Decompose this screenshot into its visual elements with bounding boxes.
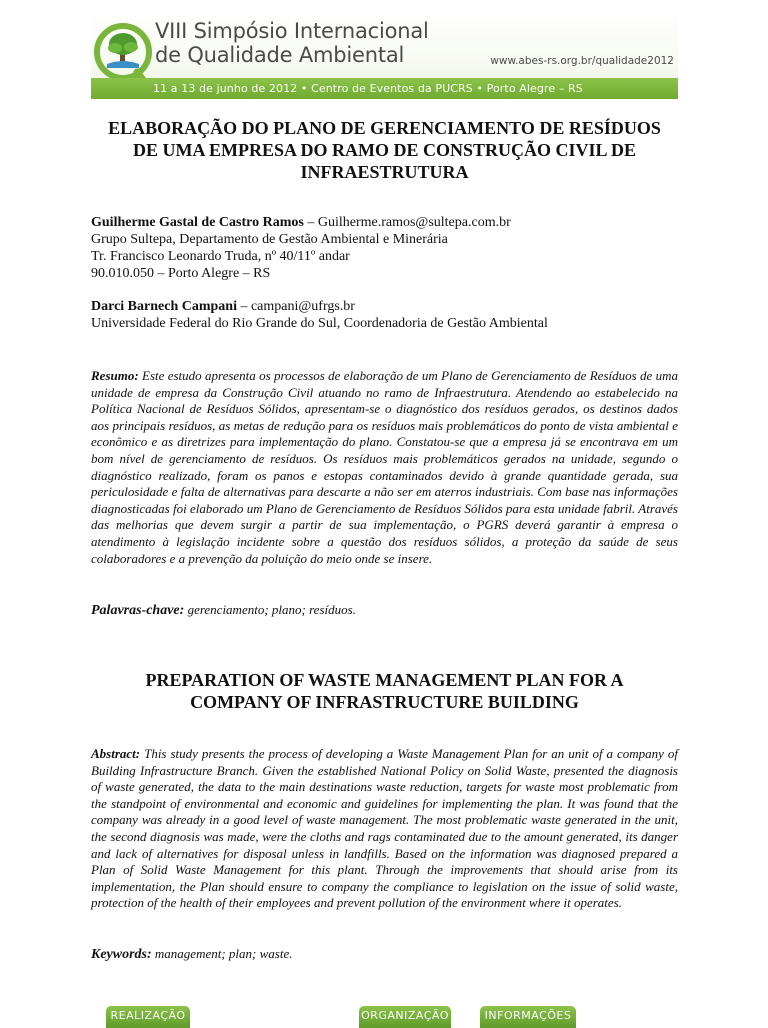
palavras-chave — [91, 602, 678, 619]
event-info-text: 11 a 13 de junho de 2012 • Centro de Eventos da PUCRS • Porto Alegre – RS — [153, 82, 583, 95]
event-banner — [91, 10, 678, 99]
palavras-chave-label: Palavras-chave: — [91, 603, 185, 618]
author1-city: 90.010.050 – Porto Alegre – RS — [91, 266, 271, 281]
resumo-text: Este estudo apresenta os processos de elaboração de um Plano de Gerenciamento de Resíduos de uma unidade de empresa da Construção Civil atuando no ramo de Infraestrutura. Atendendo ao estabelecido na Política Nacional de Resíduos Sólidos, apresentam-se o diagnóstico dos resíduos gerados, os destinos dados aos principais resíduos, as metas de redução para os resíduos mais problemáticos do ponto de vista ambiental e econômico e as diretrizes para implementação do plano. Constatou-se que a empresa já se encontrava em um bom nível de gerenciamento de resíduos. Os resíduos mais problemáticos gerados na unidade, segundo o diagnóstico realizado, foram os panos e estopas contaminados devido à grande quantidade gerada, sua periculosidade e falta de alternativas para descarte a não ser em aterros industriais. Com base nas informações diagnosticadas foi elaborado um Plano de Gerenciamento de Resíduos Sólidos para esta unidade fabril. Através das melhorias que devem surgir a partir de sua implementação, o PGRS deverá garantir à empresa o atendimento à legislação incidente sobre a questão dos resíduos sólidos, a proteção da saúde de seus colaboradores e a prevenção da poluição do meio onde se insere. — [91, 368, 678, 566]
symposium-url: www.abes-rs.org.br/qualidade2012 — [490, 55, 674, 67]
paper-title-en-line2: COMPANY OF INFRASTRUCTURE BUILDING — [190, 692, 579, 712]
event-info-strip — [91, 78, 678, 99]
abstract-text: This study presents the process of developing a Waste Management Plan for an unit of a company of Building Infrastructure Branch. Given the established National Policy on Solid Waste, presented the diagnosis of waste generated, the data to the main destinations waste reduction, targets for waste most problematic from the standpoint of environmental and economic and guidelines for implementing the plan. It was found that the company was already in a good level of waste management. The most problematic waste generated in the unit, the second diagnosis was made, were the cloths and rags contaminated due to the amount generated, its danger and lack of alternatives for disposal unless in landfills. Based on the information was diagnosed prepared a Plan of Solid Waste Management for this plant. Through the improvements that should arise from its implementation, the Plan should ensure to company the compliance to legislation on the issue of solid waste, protection of the health of their employees and prevent pollution of the environment where it operates. — [91, 746, 678, 911]
keywords-text: management; plan; waste. — [151, 946, 293, 961]
paper-title-pt — [91, 117, 678, 183]
author-block-1 — [91, 214, 678, 282]
author2-affiliation: Universidade Federal do Rio Grande do Sul, Coordenadoria de Gestão Ambiental — [91, 316, 548, 331]
symposium-title-line1: VIII Simpósio Internacional — [155, 19, 429, 43]
author-block-2 — [91, 298, 678, 332]
abstract-label: Abstract: — [91, 746, 141, 761]
paper-title-pt-line1: ELABORAÇÃO DO PLANO DE GERENCIAMENTO DE RESÍDUOS — [108, 118, 661, 138]
keywords-label: Keywords: — [91, 947, 152, 962]
paper-title-pt-line3: INFRAESTRUTURA — [300, 162, 469, 182]
abstract-paragraph — [91, 746, 678, 912]
symposium-title-line2: de Qualidade Ambiental — [155, 43, 405, 67]
author1-affiliation: Grupo Sultepa, Departamento de Gestão Ambiental e Minerária — [91, 232, 448, 247]
author1-name: Guilherme Gastal de Castro Ramos — [91, 215, 304, 230]
symposium-title — [155, 19, 429, 67]
resumo-label: Resumo: — [91, 368, 139, 383]
author1-email: – Guilherme.ramos@sultepa.com.br — [303, 215, 511, 230]
author2-name: Darci Barnech Campani — [91, 299, 237, 314]
paper-title-en — [91, 669, 678, 713]
keywords — [91, 946, 678, 963]
paper-title-en-line1: PREPARATION OF WASTE MANAGEMENT PLAN FOR A — [145, 670, 624, 690]
footer-tab-informacoes: INFORMAÇÕES — [480, 1006, 576, 1028]
author1-address: Tr. Francisco Leonardo Truda, nº 40/11º andar — [91, 249, 350, 264]
footer-tab-organizacao: ORGANIZAÇÃO — [359, 1006, 451, 1028]
footer-tab-realizacao: REALIZAÇÃO — [106, 1006, 190, 1028]
resumo-paragraph — [91, 368, 678, 567]
palavras-chave-text: gerenciamento; plano; resíduos. — [184, 602, 356, 617]
paper-title-pt-line2: DE UMA EMPRESA DO RAMO DE CONSTRUÇÃO CIVIL DE — [132, 140, 637, 160]
author2-email: – campani@ufrgs.br — [236, 299, 355, 314]
